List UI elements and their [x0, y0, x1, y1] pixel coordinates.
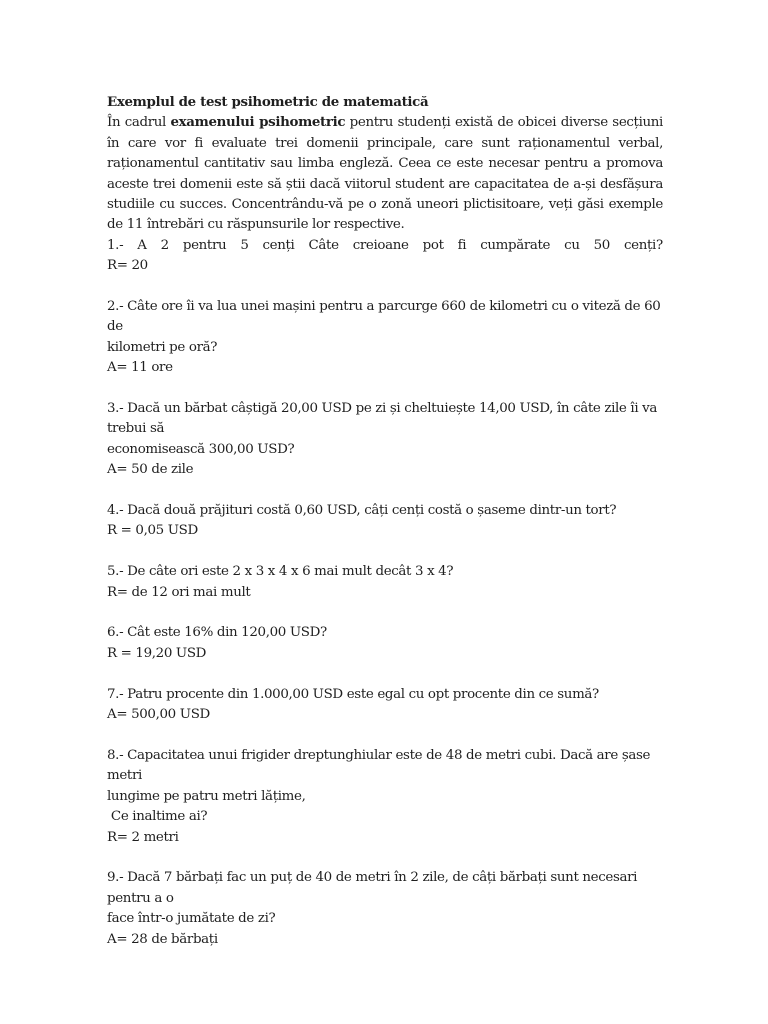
question-1-word: fi	[457, 237, 467, 253]
question-3	[107, 399, 663, 481]
question-9-text: 9.- Dacă 7 bărbați fac un puț de 40 de metri în 2 zile, de câți bărbați sunt necesari pentru a o	[107, 870, 642, 906]
question-2-answer: A= 11 ore	[107, 360, 173, 376]
question-1-word: 50	[593, 237, 610, 253]
question-5-answer: R= de 12 ori mai mult	[107, 584, 251, 600]
question-1-word: 5	[240, 237, 249, 253]
spacer	[107, 664, 663, 684]
question-1-word: cumpărate	[480, 237, 551, 253]
question-1-word: pentru	[182, 237, 227, 253]
intro-paragraph	[107, 112, 663, 235]
question-5-text: 5.- De câte ori este 2 x 3 x 4 x 6 mai mult decât 3 x 4?	[107, 564, 454, 580]
question-7-text: 7.- Patru procente din 1.000,00 USD este egal cu opt procente din ce sumă?	[107, 686, 599, 702]
question-9-answer: A= 28 de bărbați	[107, 931, 218, 947]
question-7-answer: A= 500,00 USD	[107, 707, 210, 723]
question-3-answer: A= 50 de zile	[107, 462, 194, 478]
spacer	[107, 277, 663, 297]
question-2-text: kilometri pe oră?	[107, 339, 218, 355]
question-4-answer: R = 0,05 USD	[107, 523, 198, 539]
question-2	[107, 297, 663, 379]
spacer	[107, 481, 663, 501]
spacer	[107, 726, 663, 746]
document-title: Exemplul de test psihometric de matematică	[107, 94, 429, 110]
question-1-word: cenți?	[624, 237, 663, 253]
question-8-answer: R= 2 metri	[107, 829, 179, 845]
question-1-answer: R= 20	[107, 258, 148, 274]
question-1-word: A	[137, 237, 147, 253]
question-5	[107, 562, 663, 603]
spacer	[107, 542, 663, 562]
question-3-text: 3.- Dacă un bărbat câștigă 20,00 USD pe zi și cheltuiește 14,00 USD, în câte zile îi va trebui să	[107, 401, 661, 437]
question-8-text: lungime pe patru metri lățime,	[107, 788, 306, 804]
question-1-word: Câte	[308, 237, 339, 253]
question-3-text: economisească 300,00 USD?	[107, 441, 295, 457]
question-1-word: cu	[564, 237, 580, 253]
spacer	[107, 848, 663, 868]
question-9-text: face într-o jumătate de zi?	[107, 911, 276, 927]
question-4	[107, 501, 663, 542]
question-1-word: pot	[422, 237, 444, 253]
question-7	[107, 685, 663, 726]
question-1-word: 1.-	[107, 237, 124, 253]
question-8	[107, 746, 663, 848]
question-1-text	[107, 236, 663, 256]
spacer	[107, 379, 663, 399]
question-9	[107, 868, 663, 950]
question-4-text: 4.- Dacă două prăjituri costă 0,60 USD, câți cenți costă o șaseme dintr-un tort?	[107, 503, 617, 519]
intro-text-rest: pentru studenți există de obicei diverse secțiuni în care vor fi evaluate trei domenii principale, care sunt raționamentul verbal, raționamentul cantitativ sau limba engleză. Ceea ce este necesar pentru a promova aceste trei domenii este să știi dacă viitorul student are capacitatea de a-și desfășura studiile cu succes. Concentrându-vă pe o zonă uneori plictisitoare, veți găsi exemple de 11 întrebări cu răspunsurile lor respective.	[107, 115, 663, 233]
question-1-word: cenți	[262, 237, 295, 253]
spacer	[107, 603, 663, 623]
question-6	[107, 623, 663, 664]
intro-bold-term: examenului psihometric	[170, 114, 346, 131]
question-6-text: 6.- Cât este 16% din 120,00 USD?	[107, 625, 327, 641]
question-2-text: 2.- Câte ore îi va lua unei mașini pentru a parcurge 660 de kilometri cu o viteză de 60 de	[107, 299, 665, 335]
question-8-text: 8.- Capacitatea unui frigider dreptunghiular este de 48 de metri cubi. Dacă are șase metri	[107, 747, 655, 784]
question-8-text: Ce inaltime ai?	[107, 809, 208, 825]
question-1-word: creioane	[352, 237, 409, 253]
intro-text-start: În cadrul	[107, 115, 171, 131]
question-6-answer: R = 19,20 USD	[107, 645, 207, 661]
question-1-word: 2	[160, 237, 169, 253]
document-page	[107, 92, 663, 950]
